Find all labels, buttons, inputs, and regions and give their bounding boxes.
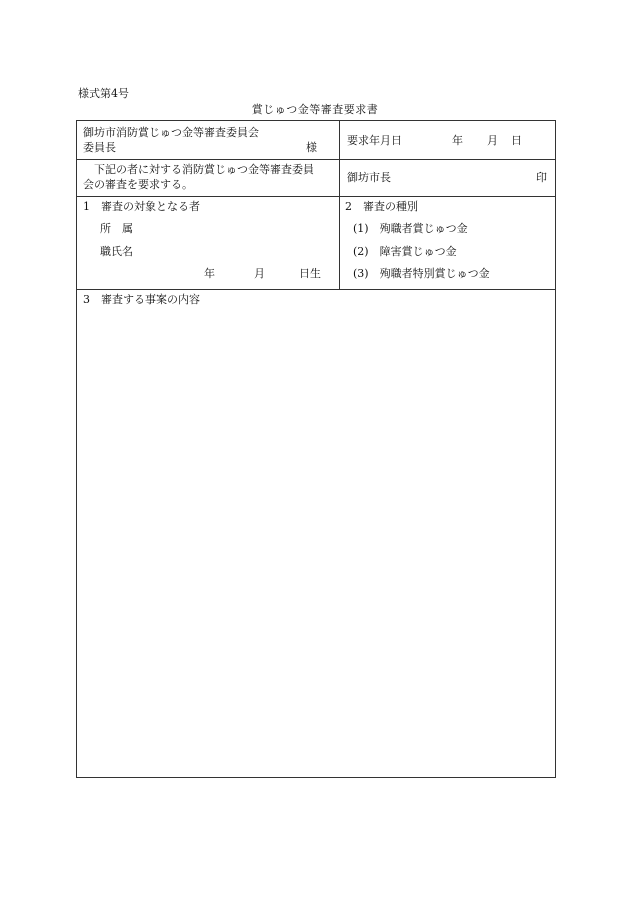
name-label: 職氏名 — [100, 245, 133, 258]
birth-day: 日生 — [299, 267, 321, 280]
addressee-honorific: 様 — [306, 141, 317, 154]
form-number: 様式第4号 — [78, 87, 129, 100]
column-divider — [339, 121, 340, 289]
review-type-item: (1) 殉職者賞じゅつ金 — [353, 222, 468, 235]
birth-month: 月 — [254, 267, 265, 280]
review-type-item: (2) 障害賞じゅつ金 — [353, 245, 457, 258]
addressee-line2: 委員長 — [83, 141, 116, 154]
request-statement-line2: 会の審査を要求する。 — [83, 178, 193, 191]
request-date-day: 日 — [511, 134, 522, 147]
review-type-item: (3) 殉職者特別賞じゅつ金 — [353, 267, 490, 280]
section1-heading: 1 審査の対象となる者 — [83, 200, 200, 213]
row-divider — [77, 196, 555, 197]
request-date-label: 要求年月日 — [347, 134, 402, 147]
section3-heading: 3 審査する事案の内容 — [83, 293, 200, 306]
request-statement-line1: 下記の者に対する消防賞じゅつ金等審査委員 — [94, 163, 314, 176]
section2-heading: 2 審査の種別 — [345, 200, 418, 213]
addressee-line1: 御坊市消防賞じゅつ金等審査委員会 — [83, 126, 259, 139]
birth-year: 年 — [204, 267, 215, 280]
request-date-month: 月 — [487, 134, 498, 147]
request-date-year: 年 — [452, 134, 463, 147]
requester-label: 御坊市長 — [347, 171, 391, 184]
case-details-area — [78, 311, 554, 775]
affiliation-label: 所 属 — [100, 222, 133, 235]
form-table — [76, 120, 556, 778]
row-divider — [77, 289, 555, 290]
document-title: 賞じゅつ金等審査要求書 — [251, 103, 379, 116]
row-divider — [77, 159, 555, 160]
seal-mark: 印 — [536, 171, 547, 184]
